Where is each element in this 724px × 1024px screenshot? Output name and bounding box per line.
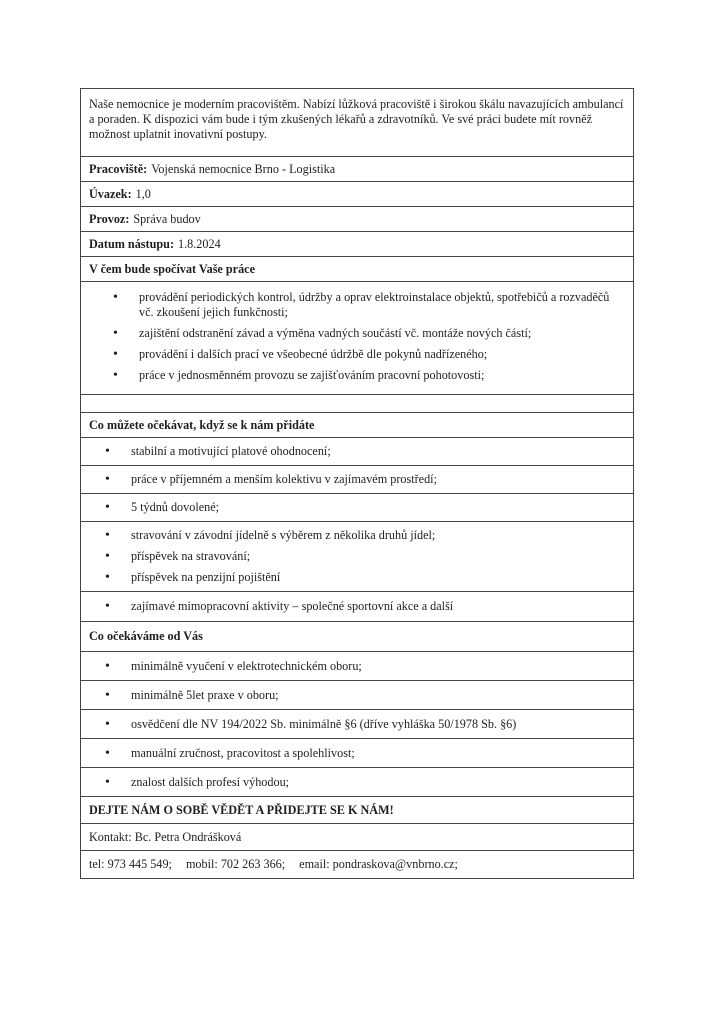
list-item: • minimálně 5let praxe v oboru; <box>81 681 633 710</box>
workplace-row <box>81 157 633 182</box>
workload-label: Úvazek: <box>89 186 132 201</box>
operation-value: Správa budov <box>133 211 201 226</box>
bullet-icon: • <box>105 500 110 515</box>
meals-list <box>81 522 633 592</box>
contact-details <box>81 851 633 878</box>
list-item: • příspěvek na stravování; <box>105 549 251 564</box>
empty-row <box>81 395 633 413</box>
list-item: • stabilní a motivující platové ohodnocení; <box>81 438 633 466</box>
workload-value: 1,0 <box>135 186 151 201</box>
list-item: • znalost dalších profesí výhodou; <box>81 768 633 797</box>
start-date-row <box>81 232 633 257</box>
contact-person: Kontakt: Bc. Petra Ondrášková <box>81 824 633 851</box>
workplace-label: Pracoviště: <box>89 161 148 176</box>
requirements-heading: Co očekáváme od Vás <box>81 622 633 652</box>
workload-row <box>81 182 633 207</box>
list-item: • zajištění odstranění závad a výměna vadných součástí vč. montáže nových částí; <box>113 326 532 341</box>
bullet-icon: • <box>113 368 118 383</box>
bullet-icon: • <box>105 549 110 564</box>
list-item: • zajímavé mimopracovní aktivity – společné sportovní akce a další <box>81 592 633 622</box>
list-item: • práce v příjemném a menším kolektivu v zajímavém prostředí; <box>81 466 633 494</box>
list-item: • příspěvek na penzijní pojištění <box>105 570 281 585</box>
bullet-icon: • <box>105 599 110 614</box>
operation-label: Provoz: <box>89 211 130 226</box>
start-date-label: Datum nástupu: <box>89 236 174 251</box>
job-posting-table <box>80 88 634 879</box>
list-item: • minimálně vyučení v elektrotechnickém oboru; <box>81 652 633 681</box>
phone-number: tel: 973 445 549; <box>89 857 172 871</box>
list-item: • osvědčení dle NV 194/2022 Sb. minimálně §6 (dříve vyhláška 50/1978 Sb. §6) <box>81 710 633 739</box>
bullet-icon: • <box>105 528 110 543</box>
work-list <box>81 282 633 395</box>
list-item: • provádění periodických kontrol, údržby a oprav elektroinstalace objektů, spotřebičů a rozvaděčů vč. zkoušení jejich funkčnosti; <box>113 290 610 319</box>
list-item: • práce v jednosměnném provozu se zajišťováním pracovní pohotovosti; <box>113 368 485 383</box>
bullet-icon: • <box>105 658 110 674</box>
workplace-value: Vojenská nemocnice Brno - Logistika <box>151 161 336 176</box>
bullet-icon: • <box>105 774 110 790</box>
start-date-value: 1.8.2024 <box>178 236 221 251</box>
bullet-icon: • <box>105 745 110 761</box>
bullet-icon: • <box>113 347 118 362</box>
call-to-action: DEJTE NÁM O SOBĚ VĚDĚT A PŘIDEJTE SE K NÁM! <box>81 797 633 824</box>
bullet-icon: • <box>105 570 110 585</box>
bullet-icon: • <box>105 716 110 732</box>
operation-row <box>81 207 633 232</box>
intro-paragraph: Naše nemocnice je moderním pracovištěm. Nabízí lůžková pracoviště i širokou škálu navazujících ambulancí a poraden. K dispozici vám bude i tým zkušených lékařů a zdravotníků. Ve své práci budete mít rovněž možnost uplatnit inovativní postupy. <box>81 89 633 157</box>
list-item: • stravování v závodní jídelně s výběrem z několika druhů jídel; <box>105 528 436 543</box>
bullet-icon: • <box>113 326 118 341</box>
list-item: • 5 týdnů dovolené; <box>81 494 633 522</box>
work-heading: V čem bude spočívat Vaše práce <box>81 257 633 282</box>
bullet-icon: • <box>113 290 118 305</box>
mobile-number: mobil: 702 263 366; <box>185 857 286 871</box>
bullet-icon: • <box>105 687 110 703</box>
bullet-icon: • <box>105 472 110 487</box>
bullet-icon: • <box>105 444 110 459</box>
email-address[interactable]: email: pondraskova@vnbrno.cz; <box>299 857 458 871</box>
benefits-heading: Co můžete očekávat, když se k nám přidáte <box>81 413 633 438</box>
list-item: • provádění i dalších prací ve všeobecné údržbě dle pokynů nadřízeného; <box>113 347 488 362</box>
list-item: • manuální zručnost, pracovitost a spolehlivost; <box>81 739 633 768</box>
